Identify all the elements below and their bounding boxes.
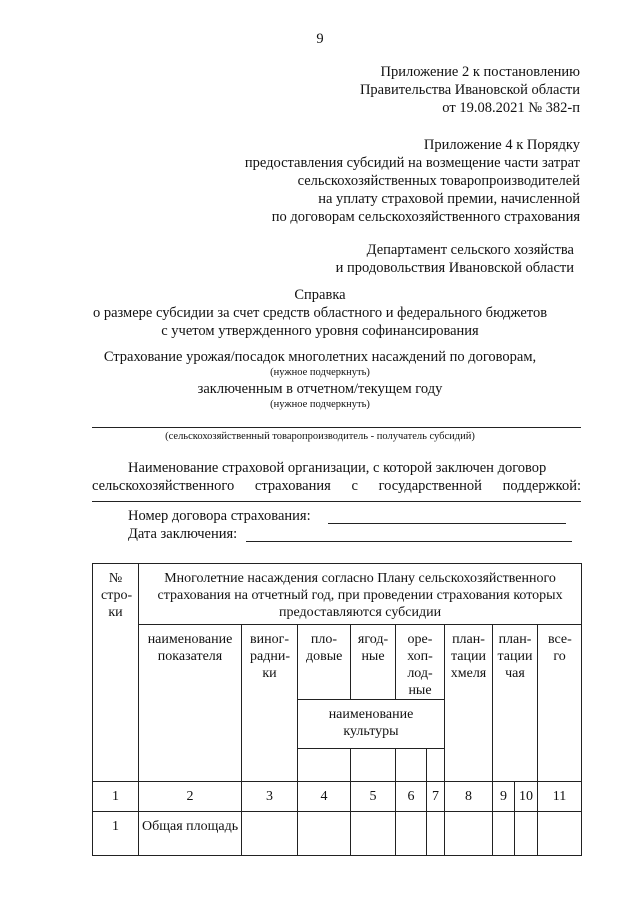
contract-date-field[interactable] [246, 541, 572, 542]
table-header-row [93, 625, 582, 700]
contract-number-field[interactable] [328, 523, 566, 524]
insurer-line: Наименование страховой организации, с которой заключен договор [128, 460, 547, 476]
column-number: 11 [538, 782, 582, 812]
appendix-4-line: сельскохозяйственных товаропроизводителей [297, 173, 580, 189]
col-header-nut: оре-хоп-лод-ные [396, 625, 445, 700]
data-cell[interactable] [298, 812, 351, 856]
appendix-2-line: Приложение 2 к постановлению [380, 64, 580, 80]
producer-caption: (сельскохозяйственный товаропроизводитель - получатель субсидий) [165, 431, 475, 442]
contract-number-label: Номер договора страхования: [128, 508, 311, 524]
data-cell[interactable] [515, 812, 538, 856]
page-number: 9 [316, 31, 324, 47]
data-cell[interactable] [351, 812, 396, 856]
producer-fill-line[interactable] [92, 427, 581, 428]
insurer-fill-line[interactable] [92, 501, 581, 502]
appendix-2-line: Правительства Ивановской области [359, 82, 580, 98]
appendix-2-block [180, 63, 580, 117]
data-cell[interactable] [242, 812, 298, 856]
title-line: о размере субсидии за счет средств областного и федерального бюджетов [92, 305, 548, 321]
column-number-row [93, 782, 582, 812]
column-number: 8 [445, 782, 493, 812]
column-number: 10 [515, 782, 538, 812]
insurance-type-block [60, 348, 580, 411]
culture-name-header: наименование культуры [298, 700, 445, 749]
underline-hint: (нужное подчеркнуть) [270, 399, 370, 410]
column-number: 2 [139, 782, 242, 812]
row-number: 1 [93, 812, 139, 856]
title-word: Справка [294, 287, 346, 303]
appendix-4-line: по договорам сельскохозяйственного страхования [271, 209, 580, 225]
culture-name-cell[interactable] [351, 749, 396, 782]
col-header-fruit: пло-довые [298, 625, 351, 700]
col-header-tea: план-тации чая [493, 625, 538, 782]
col-header-berry: ягод-ные [351, 625, 396, 700]
data-cell[interactable] [396, 812, 427, 856]
col-header-vineyards: виног-радни-ки [242, 625, 298, 782]
insurance-type-line: Страхование урожая/посадок многолетних насаждений по договорам, [103, 349, 537, 365]
data-cell[interactable] [538, 812, 582, 856]
subsidy-table [92, 563, 582, 856]
main-header: Многолетние насаждения согласно Плану сельскохозяйственного страхования на отчетный год, при проведении страхования которых предоставляются субсидии [139, 564, 582, 625]
col-header-total: все-го [538, 625, 582, 782]
culture-name-cell[interactable] [427, 749, 445, 782]
document-title [60, 286, 580, 340]
culture-name-cell[interactable] [298, 749, 351, 782]
column-number: 1 [93, 782, 139, 812]
insurance-type-line: заключенным в отчетном/текущем году [197, 381, 443, 397]
row-label: Общая площадь [139, 812, 242, 856]
recipient-block [174, 241, 574, 277]
col-header-hops: план-тации хмеля [445, 625, 493, 782]
appendix-2-line: от 19.08.2021 № 382-п [442, 100, 580, 116]
data-cell[interactable] [445, 812, 493, 856]
appendix-4-line: предоставления субсидий на возмещение части затрат [244, 155, 580, 171]
appendix-4-line: на уплату страховой премии, начисленной [318, 191, 580, 207]
recipient-line: Департамент сельского хозяйства [366, 242, 574, 258]
table-header-row [93, 564, 582, 625]
appendix-4-block [160, 136, 580, 226]
column-number: 3 [242, 782, 298, 812]
recipient-line: и продовольствия Ивановской области [335, 260, 574, 276]
column-number: 7 [427, 782, 445, 812]
row-number-header: № стро-ки [93, 564, 139, 782]
col-header-indicator: наименование показателя [139, 625, 242, 782]
culture-name-cell[interactable] [396, 749, 427, 782]
column-number: 5 [351, 782, 396, 812]
contract-date-label: Дата заключения: [128, 526, 238, 542]
insurer-line: сельскохозяйственного страхования с государственной поддержкой: [92, 478, 581, 494]
column-number: 9 [493, 782, 515, 812]
appendix-4-line: Приложение 4 к Порядку [423, 137, 580, 153]
column-number: 4 [298, 782, 351, 812]
column-number: 6 [396, 782, 427, 812]
table-row [93, 812, 582, 856]
data-cell[interactable] [493, 812, 515, 856]
title-line: с учетом утвержденного уровня софинансирования [161, 323, 479, 339]
underline-hint: (нужное подчеркнуть) [270, 367, 370, 378]
data-cell[interactable] [427, 812, 445, 856]
